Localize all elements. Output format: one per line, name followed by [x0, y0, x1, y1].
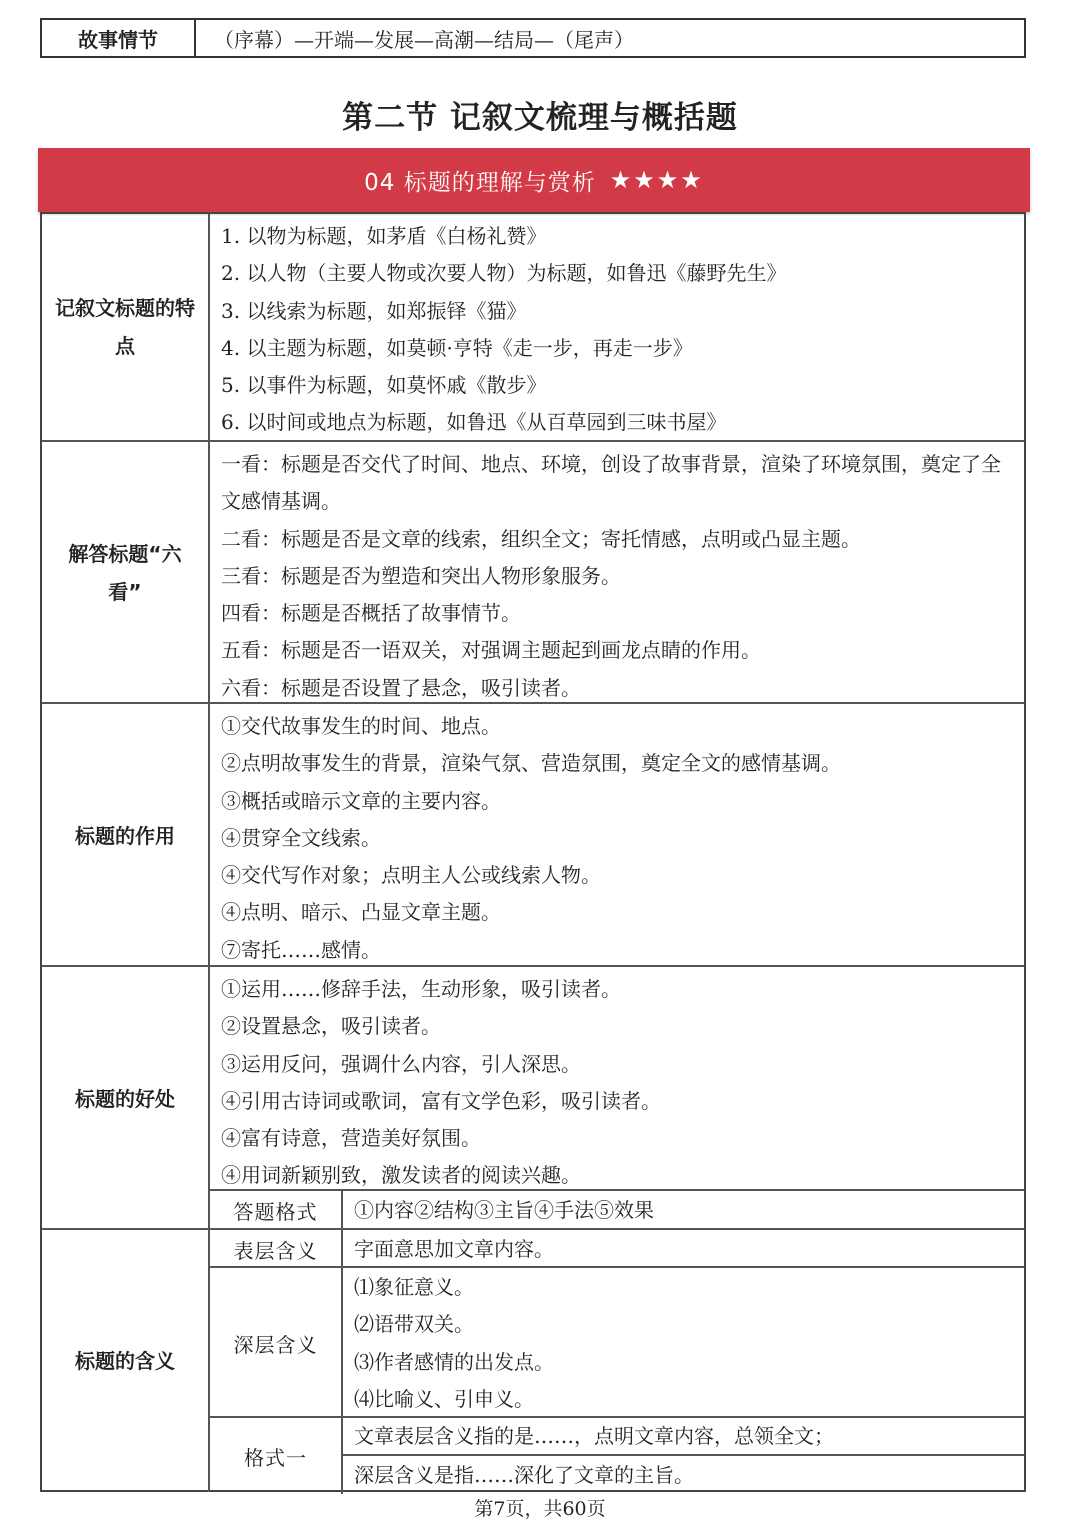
list-item: ①交代故事发生的时间、地点。: [221, 714, 501, 738]
rating-stars: ★★★★: [609, 166, 704, 194]
row-label-benefits: 标题的好处: [42, 967, 210, 1230]
list-item: 文章表层含义指的是……，点明文章内容，总领全文；: [343, 1418, 1024, 1456]
list-item: 深层含义是指……深化了文章的主旨。: [354, 1463, 694, 1487]
list-item: ④富有诗意，营造美好氛围。: [221, 1126, 481, 1151]
deep-meaning-label: 深层含义: [210, 1268, 343, 1418]
story-plot-value: （序幕）—开端—发展—高潮—结局—（尾声）: [214, 27, 634, 52]
answer-format-row: [210, 1189, 1024, 1230]
list-item: ⑦寄托……感情。: [221, 937, 381, 962]
list-item: 2. 以人物（主要人物或次要人物）为标题，如鲁迅《藤野先生》: [221, 261, 787, 286]
topic-banner: [38, 148, 1030, 212]
list-item: ④引用古诗词或歌词，富有文学色彩，吸引读者。: [221, 1088, 661, 1113]
deep-meaning-list: [343, 1268, 1024, 1418]
list-item: ⑷比喻义、引申义。: [354, 1386, 534, 1411]
list-item: 4. 以主题为标题，如莫顿·亨特《走一步，再走一步》: [221, 335, 693, 360]
list-item: ⑴象征意义。: [354, 1275, 474, 1299]
list-item: 四看：标题是否概括了故事情节。: [221, 601, 521, 626]
format-one-label: 格式一: [210, 1418, 343, 1494]
list-item: ①运用……修辞手法，生动形象，吸引读者。: [221, 977, 621, 1001]
list-item: 1. 以物为标题，如茅盾《白杨礼赞》: [221, 224, 547, 248]
list-item: ④交代写作对象；点明主人公或线索人物。: [221, 863, 601, 888]
story-plot-label: 故事情节: [42, 20, 196, 56]
row-six-looks: [42, 440, 1024, 704]
surface-meaning-value: 字面意思加文章内容。: [354, 1237, 554, 1261]
row-label-six-looks: 解答标题“六看”: [42, 442, 210, 704]
story-plot-table: [40, 18, 1026, 58]
list-item: ④用词新颖别致，激发读者的阅读兴趣。: [221, 1163, 581, 1188]
list-item: ③概括或暗示文章的主要内容。: [221, 788, 501, 813]
section-title: 第二节 记叙文梳理与概括题: [342, 100, 738, 136]
functions-list: [210, 704, 1024, 969]
answer-format-label: 答题格式: [210, 1191, 343, 1230]
list-item: ⑵语带双关。: [354, 1312, 474, 1337]
list-item: ④贯穿全文线索。: [221, 825, 381, 850]
row-title-functions: [42, 702, 1024, 967]
list-item: 6. 以时间或地点为标题，如鲁迅《从百草园到三味书屋》: [221, 410, 727, 435]
row-label-meaning: 标题的含义: [42, 1230, 210, 1492]
list-item: 五看：标题是否一语双关，对强调主题起到画龙点睛的作用。: [221, 638, 761, 663]
deep-meaning-row: [210, 1266, 1024, 1418]
list-item: ②点明故事发生的背景，渲染气氛、营造氛围，奠定全文的感情基调。: [221, 751, 841, 776]
banner-title: 04 标题的理解与赏析: [364, 169, 596, 196]
list-item: 3. 以线索为标题，如郑振铎《猫》: [221, 298, 527, 323]
list-item: 5. 以事件为标题，如莫怀戚《散步》: [221, 373, 547, 398]
list-item: 六看：标题是否设置了悬念，吸引读者。: [221, 675, 581, 700]
list-item: ②设置悬念，吸引读者。: [221, 1014, 441, 1039]
format-one-list: [343, 1418, 1024, 1494]
benefits-list: [210, 967, 1024, 1195]
list-item: 三看：标题是否为塑造和突出人物形象服务。: [221, 563, 621, 588]
row-label-functions: 标题的作用: [42, 704, 210, 967]
row-title-features: [42, 214, 1024, 440]
features-list: [210, 214, 1024, 442]
list-item: ⑶作者感情的出发点。: [354, 1349, 554, 1374]
six-looks-list: [210, 442, 1024, 707]
list-item: ③运用反问，强调什么内容，引人深思。: [221, 1051, 581, 1076]
answer-format-value: ①内容②结构③主旨④手法⑤效果: [354, 1198, 654, 1222]
surface-meaning-label: 表层含义: [210, 1230, 343, 1268]
title-analysis-table: [40, 212, 1026, 1492]
row-title-benefits: [42, 965, 1024, 1230]
page-number: 第7页，共60页: [474, 1498, 606, 1520]
list-item: ④点明、暗示、凸显文章主题。: [221, 900, 501, 925]
surface-meaning-row: [210, 1228, 1024, 1268]
list-item: 一看：标题是否交代了时间、地点、环境，创设了故事背景，渲染了环境氛围，奠定了全文感情基调。: [221, 452, 1001, 514]
row-label-features: 记叙文标题的特点: [42, 214, 210, 440]
format-one-row: [210, 1416, 1024, 1494]
list-item: 二看：标题是否是文章的线索，组织全文；寄托情感，点明或凸显主题。: [221, 526, 861, 551]
row-title-meaning: [42, 1228, 1024, 1492]
